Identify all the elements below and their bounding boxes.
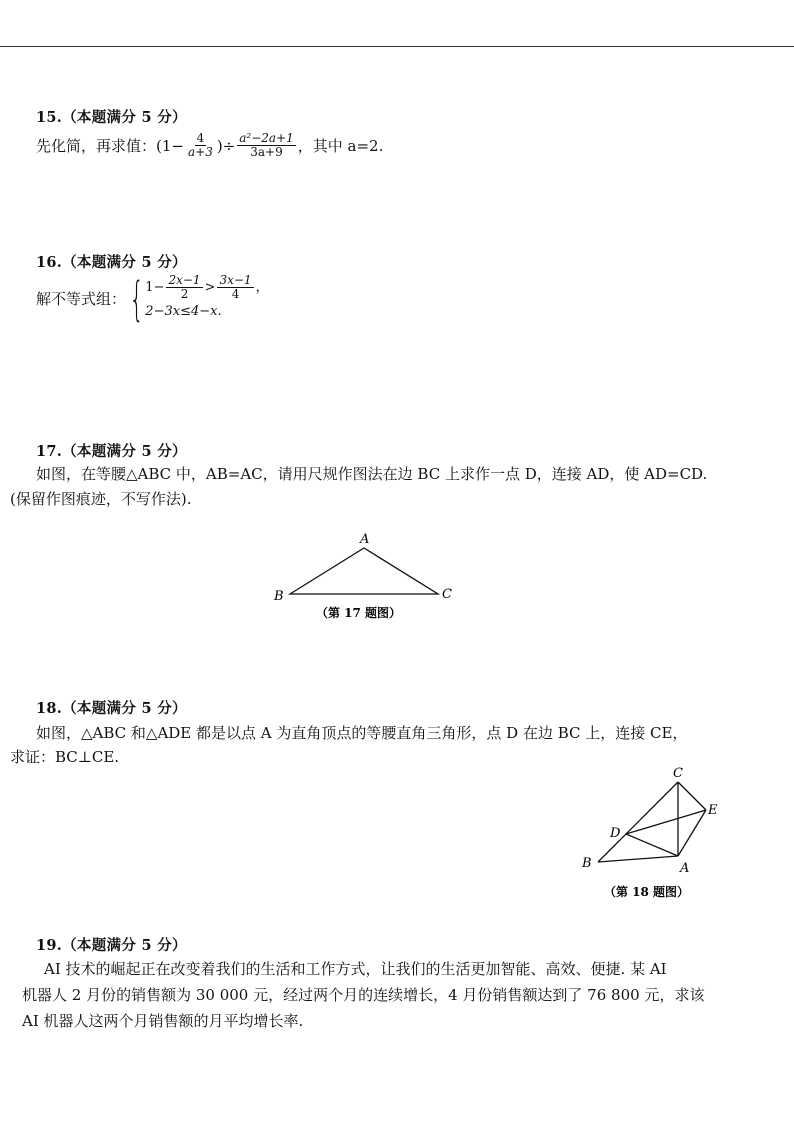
q15-fraction-2 (237, 132, 296, 159)
q15-fraction-2-numerator: a²−2a+1 (239, 131, 294, 145)
page-top-rule (0, 46, 794, 47)
q17-figure (260, 526, 480, 626)
q16-rows (145, 274, 268, 323)
q15-fraction-1-denominator: a+3 (187, 145, 213, 159)
q18-label-c: C (673, 766, 683, 781)
q19-header: 19.（本题满分 5 分） (36, 937, 187, 954)
q16-row1-fraction-2 (217, 274, 253, 301)
q16-row1-fraction-1-numerator: 2x−1 (168, 273, 201, 287)
q18-label-b: B (582, 856, 592, 871)
q18-segment-ba (598, 856, 678, 862)
q18-figure (570, 760, 740, 905)
q18-label-d: D (610, 826, 621, 841)
q16-row1-fraction-2-denominator: 4 (231, 287, 240, 301)
q16-lead: 解不等式组： (36, 290, 127, 308)
q19-line-2: 机器人 2 月份的销售额为 30 000 元，经过两个月的连续增长，4 月份销售额达到了 76 800 元，求该 (22, 986, 705, 1004)
q16-expression (36, 271, 269, 326)
q18-label-a: A (680, 861, 690, 876)
q17-label-a: A (360, 532, 370, 547)
q17-label-c: C (442, 587, 452, 602)
q15-expression (36, 132, 383, 159)
q16-row1-fraction-1-denominator: 2 (180, 287, 189, 301)
q15-fraction-2-denominator: 3a+9 (250, 145, 283, 159)
q17-header: 17.（本题满分 5 分） (36, 443, 187, 460)
q15-tail: ，其中 a=2. (297, 137, 384, 155)
q15-paren-close: )÷ (216, 136, 236, 155)
q16-row1-gt: > (204, 279, 216, 295)
q17-line-2: (保留作图痕迹，不写作法). (10, 490, 192, 508)
q16-row-2: 2−3x≤4−x. (145, 304, 222, 319)
q18-figure-caption: （第 18 题图） (604, 885, 690, 899)
q16-row1-a: 1− (145, 279, 165, 295)
q16-brace: { (129, 271, 144, 326)
q15-lead: 先化简，再求值： (36, 137, 157, 155)
q15-header: 15.（本题满分 5 分） (36, 109, 187, 126)
q18-segment-ce (678, 782, 706, 810)
q18-label-e: E (708, 803, 718, 818)
q19-line-1: AI 技术的崛起正在改变着我们的生活和工作方式，让我们的生活更加智能、高效、便捷. 某 AI (44, 960, 667, 978)
q16-row1-end: ， (255, 279, 269, 295)
q16-row1-fraction-2-numerator: 3x−1 (219, 273, 252, 287)
q18-segment-da (626, 834, 678, 856)
q18-line-2: 求证：BC⊥CE. (10, 748, 120, 766)
q15-fraction-1-numerator: 4 (196, 131, 205, 145)
q17-triangle-abc (290, 548, 438, 594)
q19-line-3: AI 机器人这两个月销售额的月平均增长率. (22, 1012, 304, 1030)
q15-fraction-1 (186, 132, 215, 159)
q17-label-b: B (274, 589, 284, 604)
q15-paren-open: (1− (156, 136, 184, 155)
q17-line-1: 如图，在等腰△ABC 中，AB=AC，请用尺规作图法在边 BC 上求作一点 D，连接 AD，使 AD=CD. (36, 465, 708, 483)
q16-inequality-system (126, 271, 269, 326)
q17-figure-caption: （第 17 题图） (316, 606, 402, 620)
q16-row1-fraction-1 (166, 274, 202, 301)
q18-line-1: 如图，△ABC 和△ADE 都是以点 A 为直角顶点的等腰直角三角形，点 D 在边 BC 上，连接 CE， (36, 724, 688, 742)
q16-header: 16.（本题满分 5 分） (36, 254, 187, 271)
q18-header: 18.（本题满分 5 分） (36, 700, 187, 717)
q16-row-1 (145, 274, 268, 301)
